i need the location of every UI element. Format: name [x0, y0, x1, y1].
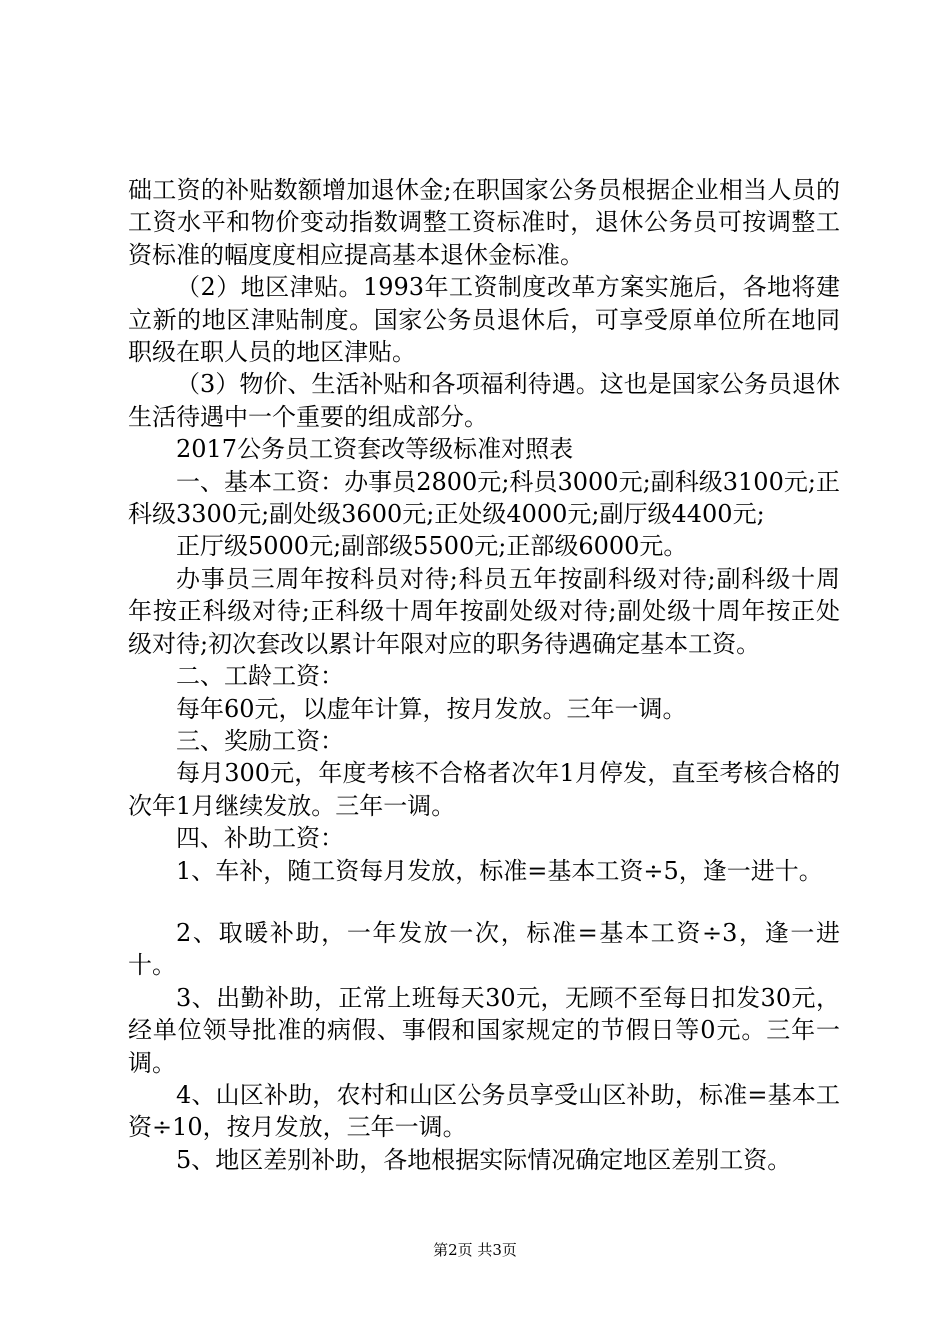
page-number-footer: 第2页 共3页: [433, 1241, 517, 1259]
item-car-subsidy: 1、车补，随工资每月发放，标准=基本工资÷5，逢一进十。: [176, 856, 823, 885]
paragraph-promotion-rules: 办事员三周年按科员对待;科员五年按副科级对待;副科级十周年按正科级对待;正科级十周年按副处级对待;副处级十周年按正处级对待;初次套改以累计年限对应的职务待遇确定基本工资。: [128, 564, 840, 658]
paragraph-retirement-adjustment: 础工资的补贴数额增加退休金;在职国家公务员根据企业相当人员的工资水平和物价变动指数调整工资标准时，退休公务员可按调整工资标准的幅度度相应提高基本退休金标准。: [128, 176, 840, 269]
paragraph-basic-salary-cont: 正厅级5000元;副部级5500元;正部级6000元。: [176, 532, 688, 561]
heading-seniority-salary: 二、工龄工资：: [176, 662, 344, 691]
section-title-salary-table: 2017公务员工资套改等级标准对照表: [176, 435, 574, 464]
item-regional-difference-subsidy: 5、地区差别补助，各地根据实际情况确定地区差别工资。: [176, 1145, 792, 1174]
heading-subsidy-salary: 四、补助工资：: [176, 824, 344, 853]
paragraph-regional-allowance: （2）地区津贴。1993年工资制度改革方案实施后，各地将建立新的地区津贴制度。国家公务员退休后，可享受原单位所在地同职级在职人员的地区津贴。: [128, 273, 840, 367]
heading-bonus-salary: 三、奖励工资：: [176, 726, 344, 755]
paragraph-price-welfare: （3）物价、生活补贴和各项福利待遇。这也是国家公务员退休生活待遇中一个重要的组成部分。: [128, 370, 840, 431]
paragraph-basic-salary: 一、基本工资：办事员2800元;科员3000元;副科级3100元;正科级3300元;副处级3600元;正处级4000元;副厅级4400元;: [128, 467, 840, 529]
item-heating-subsidy: 2、取暖补助，一年发放一次，标准=基本工资÷3，逢一进十。: [128, 918, 840, 980]
paragraph-bonus-salary: 每月300元，年度考核不合格者次年1月停发，直至考核合格的次年1月继续发放。三年一调。: [128, 759, 840, 820]
item-mountain-subsidy: 4、山区补助，农村和山区公务员享受山区补助，标准=基本工资÷10，按月发放，三年一调。: [128, 1080, 840, 1142]
document-body: [128, 174, 840, 1176]
paragraph-seniority-salary: 每年60元，以虚年计算，按月发放。三年一调。: [176, 694, 687, 723]
item-attendance-subsidy: 3、出勤补助，正常上班每天30元，无顾不至每日扣发30元，经单位领导批准的病假、事假和国家规定的节假日等0元。三年一调。: [128, 983, 840, 1077]
